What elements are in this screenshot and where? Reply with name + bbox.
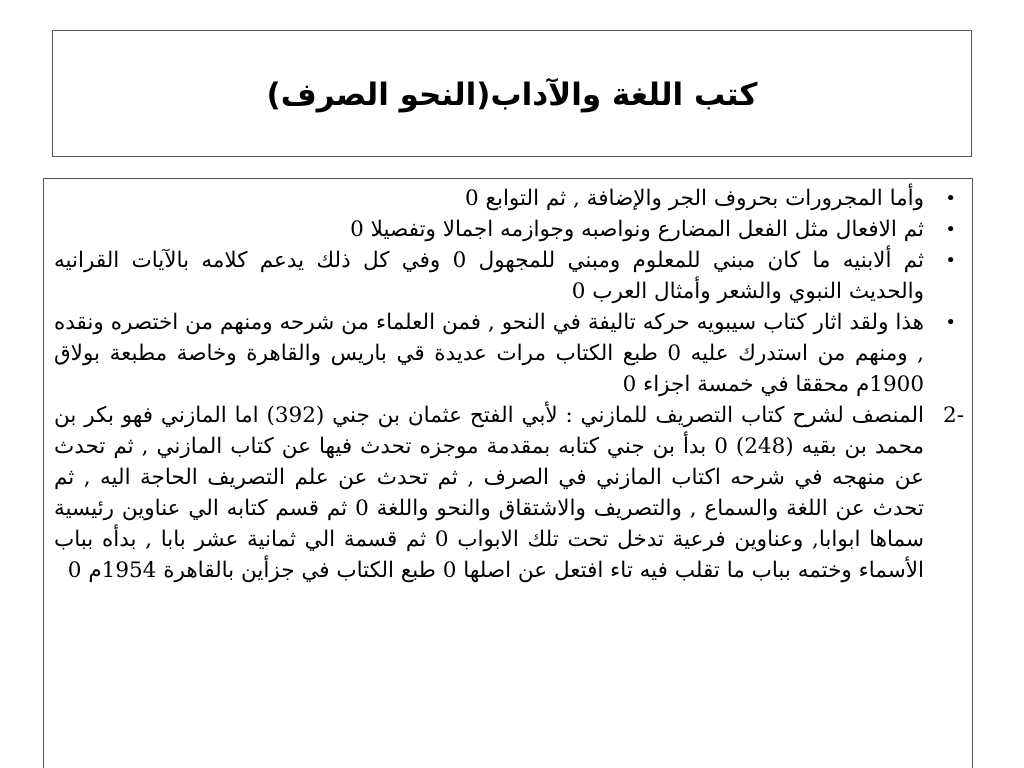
- bullet-item: [54, 245, 964, 307]
- bullet-text: هذا ولقد اثار كتاب سيبويه حركه تاليفة في النحو , فمن العلماء من شرحه ومنهم من اختصره ونقده , ومنهم من استدرك عليه 0 طبع الكتاب مرات عديدة قي باريس والقاهرة وخاصة مطبعة بولاق 1900م محققا في خمسة اجزاء 0: [54, 310, 924, 397]
- bullet-text: وأما المجرورات بحروف الجر والإضافة , ثم التوابع 0: [465, 186, 924, 211]
- slide-body: [54, 183, 964, 586]
- title-placeholder: [52, 30, 972, 157]
- bullet-item: [54, 183, 964, 214]
- bullet-text: ثم ألابنيه ما كان مبني للمعلوم ومبني للمجهول 0 وفي كل ذلك يدعم كلامه بالآيات القرانيه والحديث النبوي والشعر وأمثال العرب 0: [54, 248, 924, 304]
- bullet-marker: •: [945, 312, 956, 333]
- bullet-marker: •: [945, 250, 956, 271]
- bullet-marker: •: [945, 219, 956, 240]
- numbered-item: [54, 400, 964, 586]
- bullet-text: ثم الافعال مثل الفعل المضارع ونواصبه وجوازمه اجمالا وتفصيلا 0: [350, 217, 924, 242]
- bullet-item: [54, 214, 964, 245]
- slide-title: كتب اللغة والآداب(النحو الصرف): [266, 76, 758, 113]
- bullet-item: [54, 307, 964, 400]
- content-placeholder: [43, 178, 973, 768]
- number-marker: 2-: [943, 403, 964, 428]
- bullet-marker: •: [945, 188, 956, 209]
- numbered-text: المنصف لشرح كتاب التصريف للمازني : لأبي الفتح عثمان بن جني (392) اما المازني فهو بكر بن محمد بن بقيه (248) 0 بدأ بن جني كتابه بمقدمة موجزه تحدث فيها عن كتاب المازني , ثم تحدث عن منهجه في شرحه اكتاب المازني في الصرف , ثم تحدث عن علم التصريف الحاجة اليه , ثم تحدث عن اللغة والسماع , والتصريف والاشتقاق والنحو واللغة 0 ثم قسم كتابه الي عناوين رئيسية سماها ابوابا, وعناوين فرعية تدخل تحت تلك الابواب 0 ثم قسمة الي ثمانية عشر بابا , بدأه بباب الأسماء وختمه بباب ما تقلب فيه تاء افتعل عن اصلها 0 طبع الكتاب في جزأين بالقاهرة 1954م 0: [54, 403, 924, 583]
